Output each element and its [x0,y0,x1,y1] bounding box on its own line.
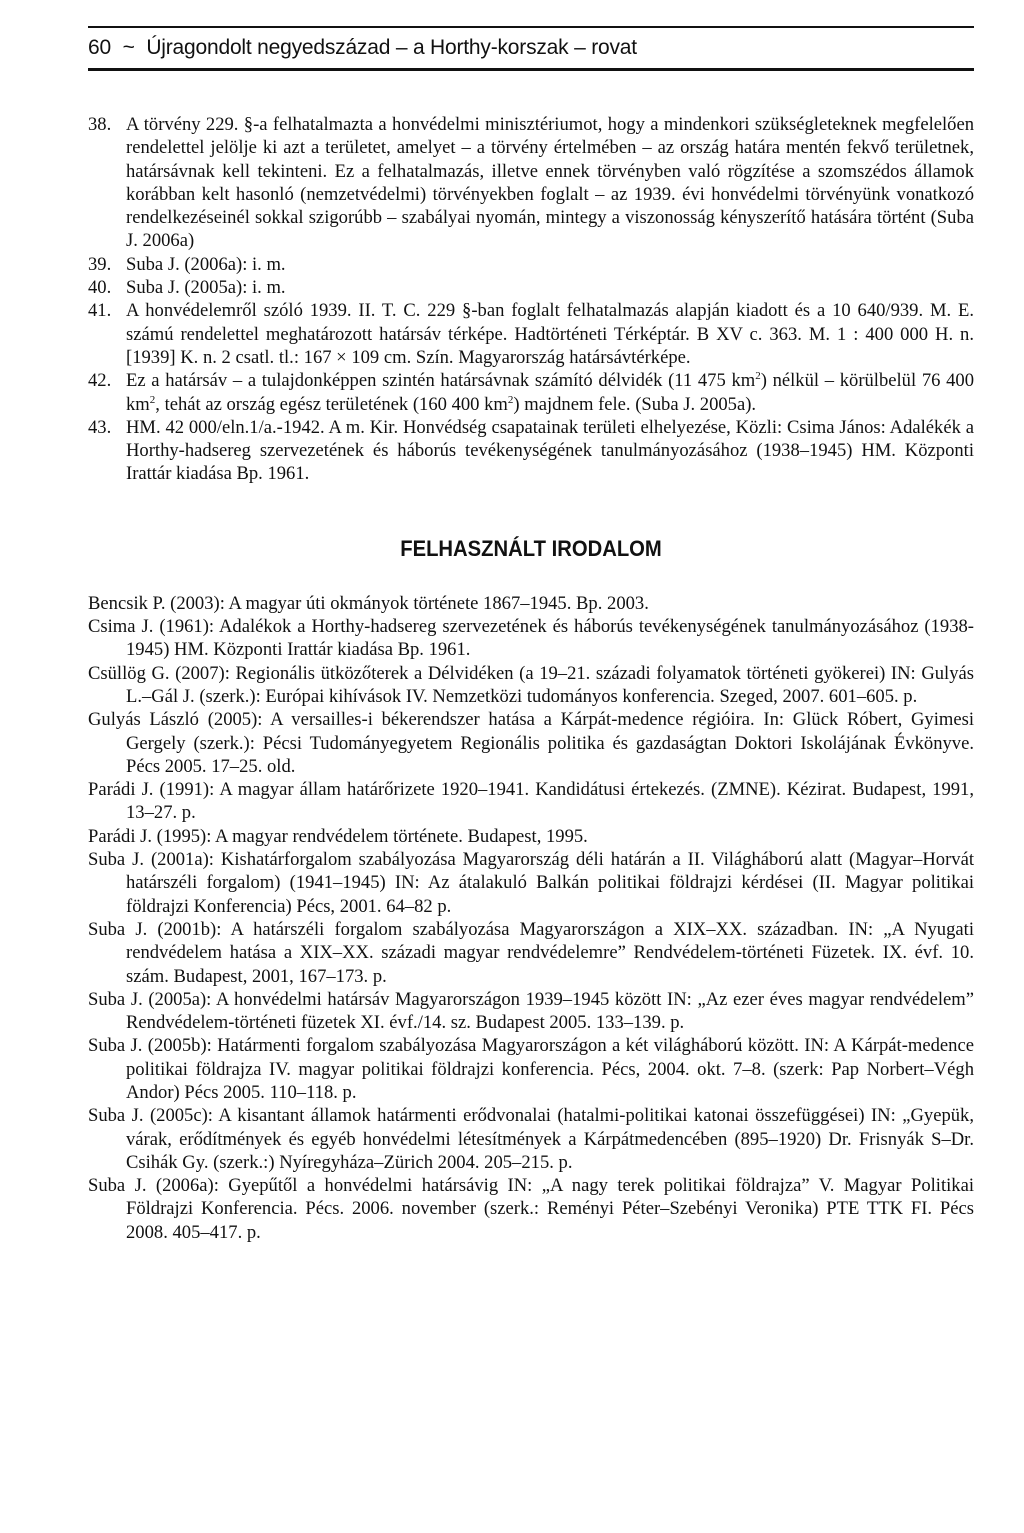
note-40 [88,276,974,299]
note-number: 43. [88,416,112,438]
bibliography-item: Suba J. (2006a): Gyepűtől a honvédelmi határsávig IN: „A nagy terek politikai földrajza” V. Magyar Politikai Földrajzi Konferencia. Pécs. 2006. november (szerk.: Reményi Péter–Szebényi Veronika) PTE TTK FI. Pécs 2008. 405–417. p. [88,1175,974,1243]
note-38 [88,113,974,253]
superscript: 2 [755,370,761,383]
note-text-part: ) nélkül – körülbelül 76 400 km [126,370,974,415]
note-43 [88,416,974,486]
bibliography-item: Gulyás László (2005): A versailles-i békerendszer hatása a Kárpát-medence régióira. In: Glück Róbert, Gyimesi Gergely (szerk.): Pécsi Tudományegyetem Regionális politika és gazdaságtan Doktori Iskolájának Évkönyve. Pécs 2005. 17–25. old. [88,709,974,777]
superscript: 2 [507,393,514,406]
note-text-part: Ez a határsáv – a tulajdonképpen szintén határsávnak számító délvidék (11 475 km [126,370,756,392]
bibliography-item: Suba J. (2005c): A kisantant államok határmenti erődvonalai (hatalmi-politikai katonai összefüggései) IN: „Gyepük, várak, erődítmények és egyéb honvédelmi létesítmények a Kárpátmedencében (895–1920) Dr. Frisnyák S–Dr. Csihák Gy. (szerk.:) Nyíregyháza–Zürich 2004. 205–215. p. [88,1105,974,1173]
page-number: 60 [88,36,111,59]
note-text: HM. 42 000/eln.1/a.-1942. A m. Kir. Honvédség csapatainak területi elhelyezése, Közli: Csima János: Adalékék a Horthy-hadsereg szervezetének és háborús tevékenységének tanulmányozásához (1938–1945) HM. Központi Irattár kiadása Bp. 1961. [126,416,974,485]
bibliography-item: Csima J. (1961): Adalékok a Horthy-hadsereg szervezetének és háborús tevékenységének tanulmányozásához (1938-1945) HM. Központi Irattár kiadása Bp. 1961. [88,616,974,661]
note-text: A honvédelemről szóló 1939. II. T. C. 229 §-ban foglalt felhatalmazás alapján kiadott és a 10 640/939. M. E. számú rendelettel meghatározott határsáv térképe. Hadtörténeti Térképtár. B XV c. 363. M. 1 : 400 000 H. n. [1939] K. n. 2 csatl. tl.: 167 × 109 cm. Szín. Magyarország határsávtérképe. [126,300,974,368]
header-text [88,28,974,60]
note-41 [88,299,974,369]
bibliography-item: Suba J. (2001b): A határszéli forgalom szabályozása Magyarországon a XIX–XX. században. IN: „A Nyugati rendvédelem hatása a XIX–XX. századi magyar rendvédelemre” Rendvédelem-történeti Füzetek. IX. évf. 10. szám. Budapest, 2001, 167–173. p. [88,918,974,987]
bibliography-item: Suba J. (2005b): Határmenti forgalom szabályozása Magyarországon a két világháború között. IN: A Kárpát-medence politikai földrajza IV. magyar politikai földrajzi konferencia. Pécs, 2004. okt. 7–8. (szerk: Pap Norbert–Végh Andor) Pécs 2005. 110–118. p. [88,1035,974,1103]
note-text [126,369,974,416]
bibliography-item: Suba J. (2001a): Kishatárforgalom szabályozása Magyarország déli határán a II. Világháború alatt (Magyar–Horvát határszéli forgalom) (1941–1945) IN: Az átalakuló Balkán politikai földrajzi kérdései (II. Magyar politikai földrajzi Konferencia) Pécs, 2001. 64–82 p. [88,849,974,917]
bibliography-item: Suba J. (2005a): A honvédelmi határsáv Magyarországon 1939–1945 között IN: „Az ezer éves magyar rendvédelem” Rendvédelem-történeti füzetek XI. évf./14. sz. Budapest 2005. 133–139. p. [88,988,974,1034]
header-separator: ~ [122,36,135,59]
bibliography-item: Bencsik P. (2003): A magyar úti okmányok története 1867–1945. Bp. 2003. [88,592,649,614]
note-number: 39. [88,253,112,275]
bibliography-item: Csüllög G. (2007): Regionális ütközőterek a Délvidéken (a 19–21. századi folyamatok történeti gyökerei) IN: Gulyás L.–Gál J. (szerk.): Európai kihívások IV. Nemzetközi tudományos konferencia. Szeged, 2007. 601–605. p. [88,662,974,707]
note-number: 38. [88,114,112,135]
note-number: 41. [88,300,112,322]
note-42 [88,369,974,416]
note-text: Suba J. (2006a): i. m. [126,253,286,275]
page [88,28,974,1244]
running-header [88,28,974,71]
note-text-part: , tehát az ország egész területének (160 400 km [155,393,508,415]
note-text-part: ) majdnem fele. (Suba J. 2005a). [513,393,757,415]
note-number: 40. [88,277,112,299]
endnotes [88,113,974,486]
bibliography [88,592,974,1244]
section-title: FELHASZNÁLT IRODALOM [400,535,662,561]
header-title: Újragondolt negyedszázad – a Horthy-korszak – rovat [146,36,637,59]
note-number: 42. [88,370,112,392]
note-text: A törvény 229. §-a felhatalmazta a honvédelmi minisztériumot, hogy a mindenkori szükségleteknek megfelelően rendelettel jelölje ki azt a területet, amelyet – a törvény értelmében – az ország határa mentén fekvő területnek, határsávnak kell tekinteni. Ez a felhatalmazás, illetve ennek törvényben való rögzítése a szomszédos államok korábban kelt hasonló (nemzetvédelmi) törvényekben foglalt – az 1939. évi honvédelmi törvényünk vonatkozó rendelkezéseinél sokkal szigorúbb – szabályai nyomán, mintegy a viszonosság kényszerítő hatására történt (Suba J. 2006a) [126,114,974,252]
note-39 [88,253,974,276]
bibliography-item: Parádi J. (1991): A magyar állam határőrizete 1920–1941. Kandidátusi értekezés. (ZMNE). Kézirat. Budapest, 1991, 13–27. p. [88,779,974,824]
bibliography-item: Parádi J. (1995): A magyar rendvédelem története. Budapest, 1995. [88,825,588,847]
note-text: Suba J. (2005a): i. m. [126,277,286,299]
superscript: 2 [149,393,156,406]
